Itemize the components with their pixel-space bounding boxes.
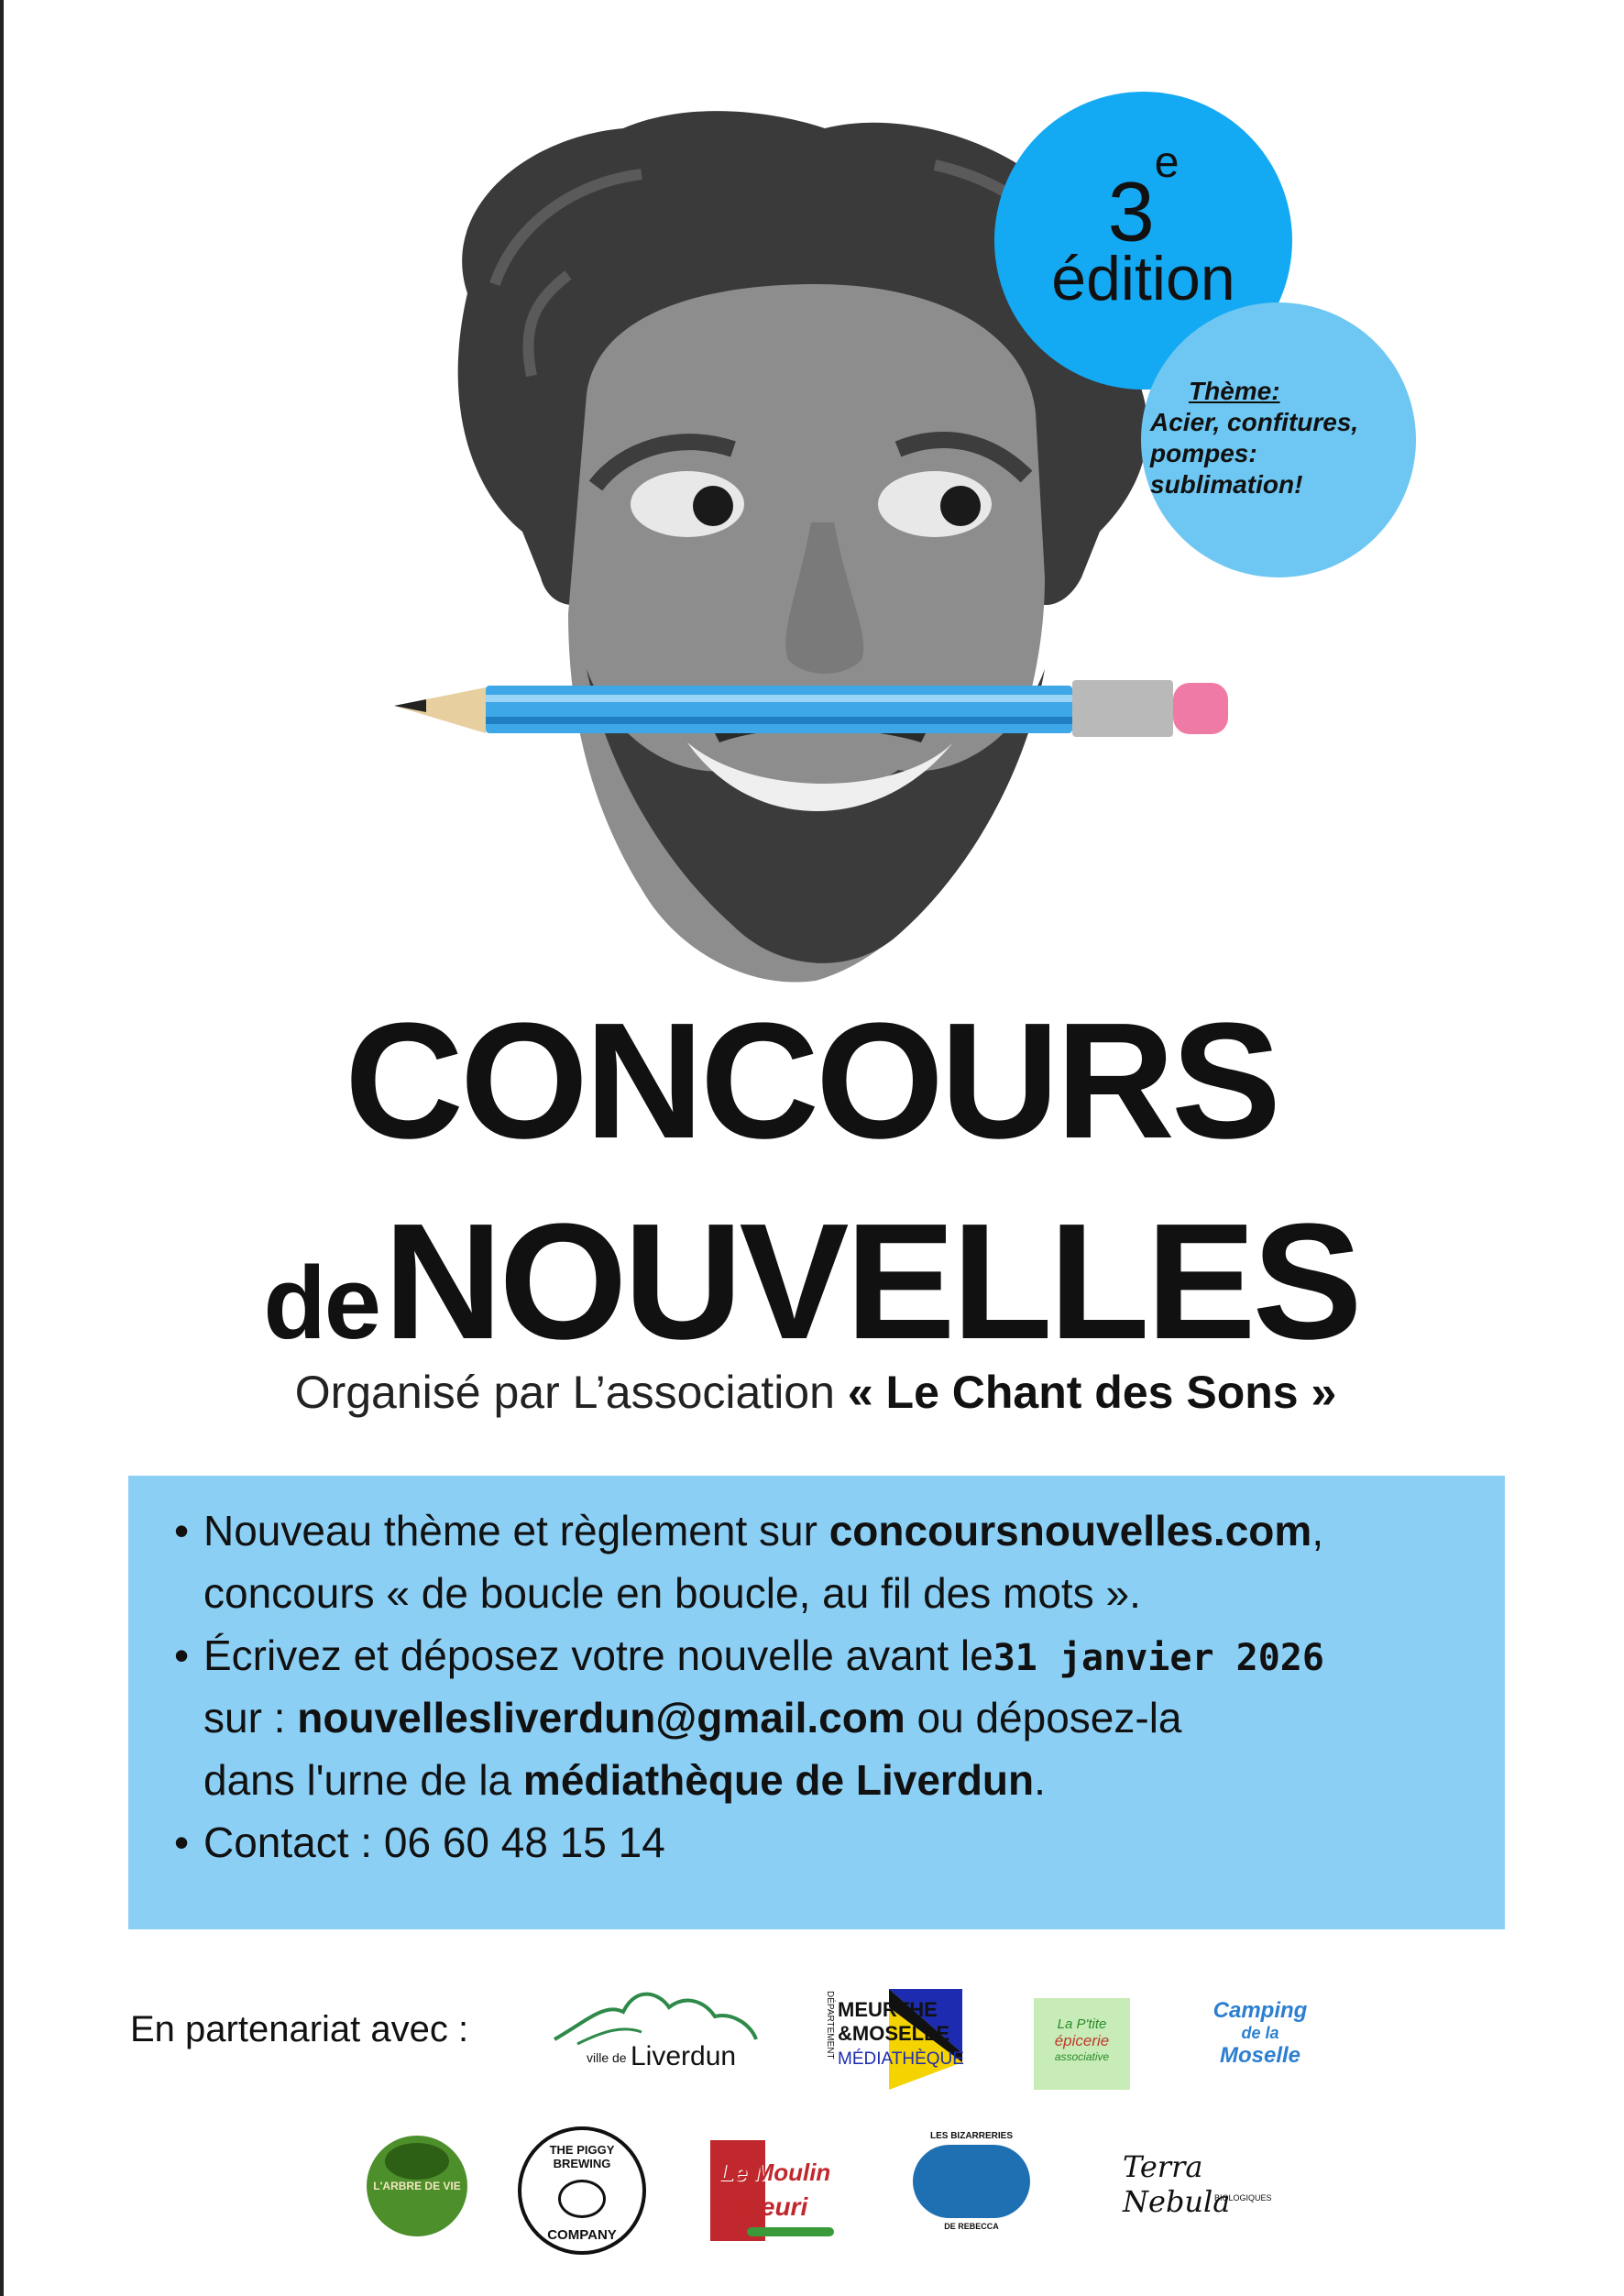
liverdun-mountain-icon [550,1975,761,2049]
page-title-line1: CONCOURS [344,989,1278,1173]
organizer-prefix: Organisé par L’association [294,1367,835,1418]
left-border [0,0,4,2296]
pencil-icon [394,680,1228,737]
theme-line: sublimation! [1150,470,1303,499]
edition-word: édition [1051,244,1235,313]
bizarreries-icon [913,2145,1030,2218]
theme-heading: Thème: [1189,377,1280,405]
website-link[interactable]: concoursnouvelles.com [828,1507,1312,1554]
association-name: « Le Chant des Sons » [847,1367,1337,1418]
phone-number[interactable]: 06 60 48 15 14 [383,1818,665,1866]
title-de: de [263,1246,380,1360]
logo-camping: Camping de la Moselle [1213,1998,1308,2068]
email-link[interactable]: nouvellesliverdun@gmail.com [297,1694,905,1741]
edition-number: 3e [1107,138,1180,259]
partners-label: En partenariat avec : [130,2009,469,2049]
info-line: • Écrivez et déposez votre nouvelle avant le31 janvier 2026 [174,1631,1324,1679]
info-line: sur : nouvellesliverdun@gmail.com ou déposez-la [203,1694,1182,1741]
logo-meurthe-moselle: DÉPARTEMENT MEURTHE &MOSELLE MÉDIATHÈQUE [825,1989,962,2090]
library-name: médiathèque de Liverdun [522,1756,1035,1804]
logo-arbre-de-vie: L'ARBRE DE VIE [367,2136,467,2236]
page-title-line2 [202,1187,1421,1377]
deadline-date: 31 janvier 2026 [993,1637,1324,1679]
liverdun-name: Liverdun [631,2041,737,2071]
title-nouvelles: NOUVELLES [383,1190,1359,1374]
info-box [128,1476,1505,1929]
theme-badge [1141,302,1416,577]
logo-epicerie: La P'tite épicerie associative [1034,1998,1130,2090]
pig-icon [558,2180,606,2218]
theme-line: Acier, confitures, [1150,408,1359,436]
logo-terra-nebula: Terra Nebula BIOLOGIQUES [1123,2149,1272,2219]
info-line: • Nouveau thème et règlement sur concoursnouvelles.com, [174,1507,1324,1554]
theme-line: pompes: [1150,439,1257,467]
info-line: dans l'urne de la médiathèque de Liverdun. [203,1756,1046,1804]
logo-bizarreries: LES BIZARRERIES DE REBECCA [912,2131,1031,2241]
organizer-line [147,1366,1485,1419]
logo-piggy-brewing: THE PIGGY BREWING COMPANY [518,2126,646,2255]
info-line: concours « de boucle en boucle, au fil des mots ». [203,1569,1141,1617]
info-line: • Contact : 06 60 48 15 14 [174,1818,665,1866]
logo-liverdun: ville de Liverdun [550,1975,761,2085]
logo-moulin-fleuri: Le Moulin Fleuri [710,2136,839,2246]
